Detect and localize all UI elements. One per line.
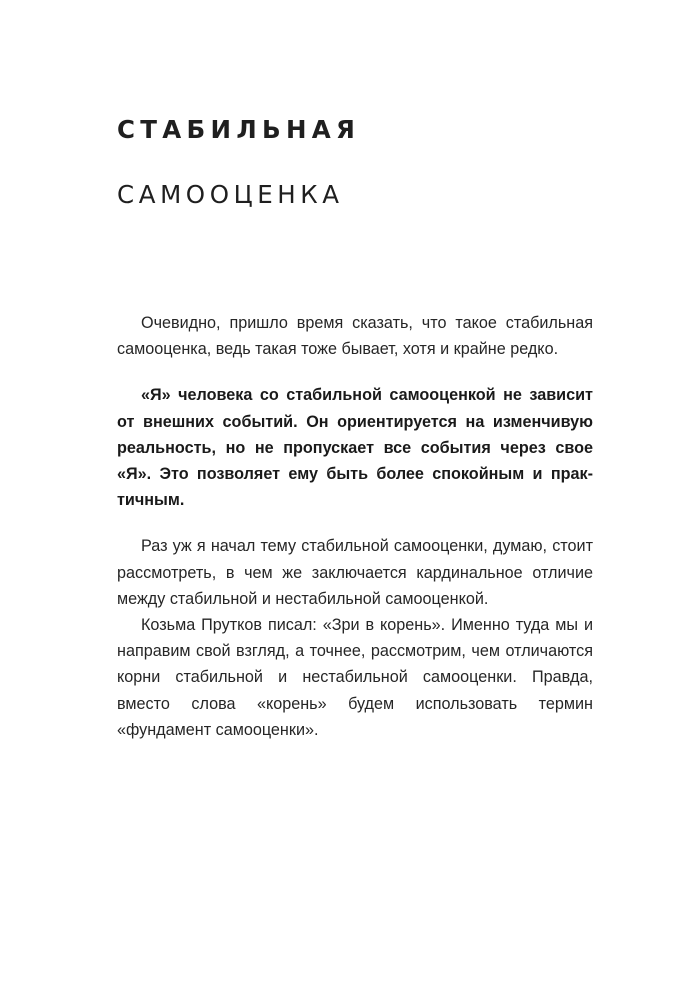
chapter-body — [117, 310, 593, 743]
paragraph-intro: Очевидно, пришло время сказать, что такое стабильная самооценка, ведь такая тоже бывает, хотя и крайне редко. — [117, 314, 593, 359]
chapter-title-line-1: СТАБИЛЬНАЯ — [117, 115, 361, 144]
paragraph-stable-vs-unstable: Раз уж я начал тему стабильной самооценки, думаю, стоит рассмотреть, в чем же заключается кардинальное отличие между стабильной и нестабильной самооценкой. — [117, 537, 593, 608]
paragraph-prutkov-quote: Козьма Прутков писал: «Зри в корень». Именно туда мы и направим свой взгляд, а точнее, рассмотрим, чем отличаются корни стабильной и нестабильной самооценки. Правда, вместо слова «корень» будем использовать термин «фундамент самооценки». — [117, 616, 593, 739]
chapter-title-line-2: САМООЦЕНКА — [117, 180, 344, 209]
paragraph-bold-definition: «Я» человека со стабильной самооценкой не зависит от внешних событий. Он ориентируется на изменчивую реальность, но не пропускает все события через свое «Я». Это позволяет ему быть более спокойным и практичным. — [117, 386, 593, 510]
